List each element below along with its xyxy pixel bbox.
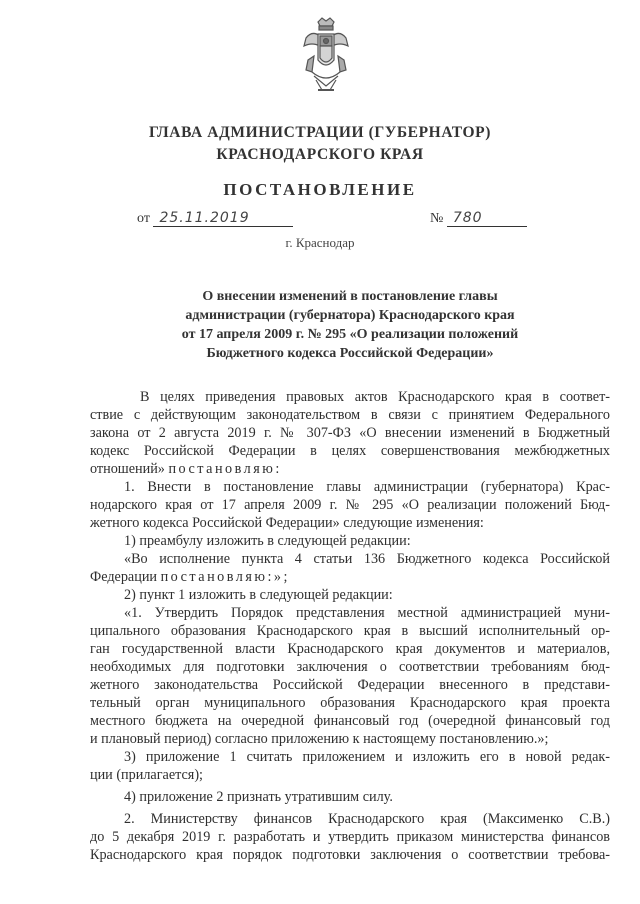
body-line: нодарского края от 17 апреля 2009 г. № 295 «О реализации положений Бюд-: [90, 497, 610, 513]
number-value: 780: [447, 210, 527, 227]
title-line: О внесении изменений в постановление главы: [202, 289, 498, 304]
title-line: от 17 апреля 2009 г. № 295 «О реализации положений: [181, 327, 519, 342]
number-field: [430, 210, 527, 227]
document-body: [90, 388, 610, 864]
body-line: тельный орган муниципального образования Краснодарского края проекта: [90, 695, 610, 711]
city-name: г. Краснодар: [285, 235, 355, 250]
body-line: [90, 568, 610, 586]
title-line: администрации (губернатора) Краснодарского края: [185, 308, 515, 323]
date-prefix: от: [137, 211, 150, 226]
title-line: Бюджетного кодекса Российской Федерации»: [206, 346, 494, 361]
body-line: В целях приведения правовых актов Краснодарского края в соответ-: [140, 389, 610, 405]
body-line: «1. Утвердить Порядок представления местной администрацией муни-: [124, 605, 610, 621]
document-title: [140, 287, 560, 363]
body-line: Краснодарского края порядок подготовки заключения о соответствии требова-: [90, 847, 610, 863]
authority-title-line-1: ГЛАВА АДМИНИСТРАЦИИ (ГУБЕРНАТОР): [149, 124, 491, 141]
body-line: [90, 460, 610, 478]
body-line: 2. Министерству финансов Краснодарского края (Максименко С.В.): [124, 811, 610, 827]
body-text: Федерации: [90, 569, 158, 585]
body-line: ции (прилагается);: [90, 767, 203, 783]
body-line: 2) пункт 1 изложить в следующей редакции:: [124, 587, 393, 603]
body-line: кодекс Российской Федерации в целях совершенствования межбюджетных: [90, 443, 610, 459]
body-line: 1. Внести в постановление главы администрации (губернатора) Крас-: [124, 479, 610, 495]
body-line: жетного законодательства Российской Федерации внесенного в представи-: [90, 677, 610, 693]
body-line: местного бюджета на очередной финансовый год (очередной финансовый год: [90, 713, 610, 729]
body-line: до 5 декабря 2019 г. разработать и утвердить приказом министерства финансов: [90, 829, 610, 845]
document-type: ПОСТАНОВЛЕНИЕ: [223, 180, 417, 199]
body-line: ган государственной власти Краснодарского края документов и материалов,: [90, 641, 610, 657]
date-value: 25.11.2019: [153, 210, 293, 227]
decree-word: постановляю:»;: [160, 569, 290, 585]
body-line: 3) приложение 1 считать приложением и изложить его в новой редак-: [124, 749, 610, 765]
body-line: жетного кодекса Российской Федерации» следующие изменения:: [90, 515, 484, 531]
number-prefix: №: [430, 211, 444, 226]
date-field: [137, 210, 293, 227]
body-line: ствие с действующим законодательством в связи с принятием Федерального: [90, 407, 610, 423]
body-line: и плановый период) согласно приложению к настоящему постановлению.»;: [90, 731, 549, 747]
body-line: ципального образования Краснодарского края в высший исполнительный ор-: [90, 623, 610, 639]
authority-title-line-2: КРАСНОДАРСКОГО КРАЯ: [216, 146, 424, 163]
coat-of-arms-emblem: [298, 16, 354, 96]
body-line: закона от 2 августа 2019 г. № 307-ФЗ «О внесении изменений в Бюджетный: [90, 425, 610, 441]
body-text: отношений»: [90, 461, 165, 477]
body-line: 1) преамбулу изложить в следующей редакции:: [124, 533, 411, 549]
body-line: «Во исполнение пункта 4 статьи 136 Бюджетного кодекса Российской: [124, 551, 610, 567]
body-line: необходимых для подготовки заключения о соответствии требованиям бюд-: [90, 659, 610, 675]
decree-word: постановляю:: [168, 461, 282, 477]
body-line: 4) приложение 2 признать утратившим силу.: [124, 789, 393, 805]
